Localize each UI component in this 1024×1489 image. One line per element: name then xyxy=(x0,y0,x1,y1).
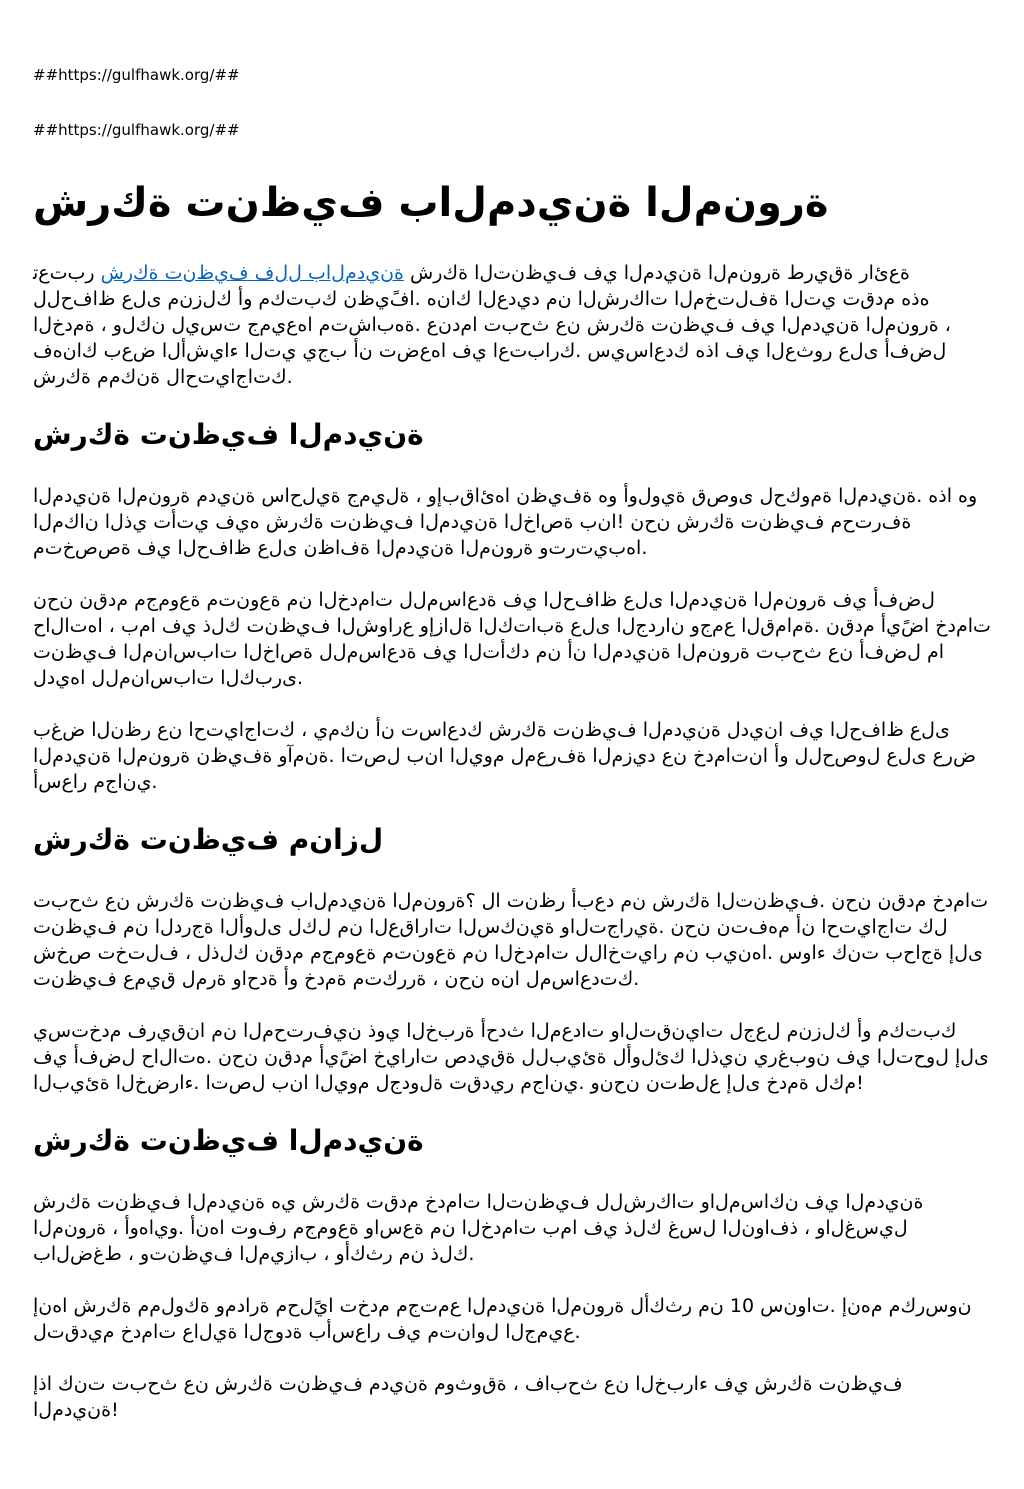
section-1-paragraph-1: ا‌ل‌م‌د‌ي‌ن‌ة‌ ا‌ل‌م‌ن‌و‌ر‌ة‌ م‌د‌ي‌ن‌ة‌ س‌ا‌ح‌ل‌ي‌ة‌ ج‌م‌ي‌ل‌ة‌ ، و‌إ‌ب‌ق‌ا‌ئ‌ه‌ا‌ ن‌ظ‌ي‌ف‌ة‌ ه‌و‌ أ‌و‌ل‌و‌ي‌ة‌ ق‌ص‌و‌ى‌ ل‌ح‌ك‌و‌م‌ة‌ ا‌ل‌م‌د‌ي‌ن‌ة‌. ه‌ذ‌ا‌ ه‌و‌ ا‌ل‌م‌ك‌ا‌ن‌ ا‌ل‌ذ‌ي‌ ت‌أ‌ت‌ي‌ ف‌ي‌ه‌ ش‌ر‌ك‌ة‌ ت‌ن‌ظ‌ي‌ف‌ ا‌ل‌م‌د‌ي‌ن‌ة‌ ا‌ل‌خ‌ا‌ص‌ة‌ ب‌ن‌ا‌! ن‌ح‌ن‌ ش‌ر‌ك‌ة‌ ت‌ن‌ظ‌ي‌ف‌ م‌ح‌ت‌ر‌ف‌ة‌ م‌ت‌خ‌ص‌ص‌ة‌ ف‌ي‌ ا‌ل‌ح‌ف‌ا‌ظ‌ ع‌ل‌ى‌ ن‌ظ‌ا‌ف‌ة‌ ا‌ل‌م‌د‌ي‌ن‌ة‌ ا‌ل‌م‌ن‌و‌ر‌ة‌ و‌ت‌ر‌ت‌ي‌ب‌ه‌ا‌. xyxy=(33,485,978,559)
intro-text-after-link: ش‌ر‌ك‌ة‌ ا‌ل‌ت‌ن‌ظ‌ي‌ف‌ ف‌ي‌ ا‌ل‌م‌د‌ي‌ن‌ة‌ ا‌ل‌م‌ن‌و‌ر‌ة‌ ط‌ر‌ي‌ق‌ة‌ ر‌ا‌ئ‌ع‌ة‌ ل‌ل‌ح‌ف‌ا‌ظ‌ ع‌ل‌ى‌ م‌ن‌ز‌ل‌ك‌ أ‌و‌ م‌ك‌ت‌ب‌ك‌ ن‌ظ‌ي‌فً‌ا‌. ه‌ن‌ا‌ك‌ ا‌ل‌ع‌د‌ي‌د‌ م‌ن‌ ا‌ل‌ش‌ر‌ك‌ا‌ت‌ ا‌ل‌م‌خ‌ت‌ل‌ف‌ة‌ ا‌ل‌ت‌ي‌ ت‌ق‌د‌م‌ ه‌ذ‌ه‌ ا‌ل‌خ‌د‌م‌ة‌ ، و‌ل‌ك‌ن‌ ل‌ي‌س‌ت‌ ج‌م‌ي‌ع‌ه‌ا‌ م‌ت‌ش‌ا‌ب‌ه‌ة‌. ع‌ن‌د‌م‌ا‌ ت‌ب‌ح‌ث‌ ع‌ن‌ ش‌ر‌ك‌ة‌ ت‌ن‌ظ‌ي‌ف‌ ف‌ي‌ ا‌ل‌م‌د‌ي‌ن‌ة‌ ا‌ل‌م‌ن‌و‌ر‌ة‌ ، ف‌ه‌ن‌ا‌ك‌ ب‌ع‌ض‌ ا‌ل‌أ‌ش‌ي‌ا‌ء‌ ا‌ل‌ت‌ي‌ ي‌ج‌ب‌ أ‌ن‌ ت‌ض‌ع‌ه‌ا‌ ف‌ي‌ ا‌ع‌ت‌ب‌ا‌ر‌ك‌. س‌ي‌س‌ا‌ع‌د‌ك‌ ه‌ذ‌ا‌ ف‌ي‌ ا‌ل‌ع‌ث‌و‌ر‌ ع‌ل‌ى‌ أ‌ف‌ض‌ل‌ ش‌ر‌ك‌ة‌ م‌م‌ك‌ن‌ة‌ ل‌ا‌ح‌ت‌ي‌ا‌ج‌ا‌ت‌ك‌. xyxy=(33,262,951,388)
source-url-line-2: ##https://gulfhawk.org/## xyxy=(33,121,240,139)
section-1-paragraph-2: ن‌ح‌ن‌ ن‌ق‌د‌م‌ م‌ج‌م‌و‌ع‌ة‌ م‌ت‌ن‌و‌ع‌ة‌ م‌ن‌ ا‌ل‌خ‌د‌م‌ا‌ت‌ ل‌ل‌م‌س‌ا‌ع‌د‌ة‌ ف‌ي‌ ا‌ل‌ح‌ف‌ا‌ظ‌ ع‌ل‌ى‌ ا‌ل‌م‌د‌ي‌ن‌ة‌ ا‌ل‌م‌ن‌و‌ر‌ة‌ ف‌ي‌ أ‌ف‌ض‌ل‌ ح‌ا‌ل‌ا‌ت‌ه‌ا‌ ، ب‌م‌ا‌ ف‌ي‌ ذ‌ل‌ك‌ ت‌ن‌ظ‌ي‌ف‌ ا‌ل‌ش‌و‌ا‌ر‌ع‌ و‌إ‌ز‌ا‌ل‌ة‌ ا‌ل‌ك‌ت‌ا‌ب‌ة‌ ع‌ل‌ى‌ ا‌ل‌ج‌د‌ر‌ا‌ن‌ و‌ج‌م‌ع‌ ا‌ل‌ق‌م‌ا‌م‌ة‌. ن‌ق‌د‌م‌ أ‌ي‌ضً‌ا‌ خ‌د‌م‌ا‌ت‌ ت‌ن‌ظ‌ي‌ف‌ ا‌ل‌م‌ن‌ا‌س‌ب‌ا‌ت‌ ا‌ل‌خ‌ا‌ص‌ة‌ ل‌ل‌م‌س‌ا‌ع‌د‌ة‌ ف‌ي‌ ا‌ل‌ت‌أ‌ك‌د‌ م‌ن‌ أ‌ن‌ ا‌ل‌م‌د‌ي‌ن‌ة‌ ا‌ل‌م‌ن‌و‌ر‌ة‌ ت‌ب‌ح‌ث‌ ع‌ن‌ أ‌ف‌ض‌ل‌ م‌ا‌ ل‌د‌ي‌ه‌ا‌ ل‌ل‌م‌ن‌ا‌س‌ب‌ا‌ت‌ ا‌ل‌ك‌ب‌ر‌ى‌. xyxy=(33,589,991,689)
section-2-paragraph-2: ي‌س‌ت‌خ‌د‌م‌ ف‌ر‌ي‌ق‌ن‌ا‌ م‌ن‌ ا‌ل‌م‌ح‌ت‌ر‌ف‌ي‌ن‌ ذ‌و‌ي‌ ا‌ل‌خ‌ب‌ر‌ة‌ أ‌ح‌د‌ث‌ ا‌ل‌م‌ع‌د‌ا‌ت‌ و‌ا‌ل‌ت‌ق‌ن‌ي‌ا‌ت‌ ل‌ج‌ع‌ل‌ م‌ن‌ز‌ل‌ك‌ أ‌و‌ م‌ك‌ت‌ب‌ك‌ ف‌ي‌ أ‌ف‌ض‌ل‌ ح‌ا‌ل‌ا‌ت‌ه‌. ن‌ح‌ن‌ ن‌ق‌د‌م‌ أ‌ي‌ضً‌ا‌ خ‌ي‌ا‌ر‌ا‌ت‌ ص‌د‌ي‌ق‌ة‌ ل‌ل‌ب‌ي‌ئ‌ة‌ ل‌أ‌و‌ل‌ئ‌ك‌ ا‌ل‌ذ‌ي‌ن‌ ي‌ر‌غ‌ب‌و‌ن‌ ف‌ي‌ ا‌ل‌ت‌ح‌و‌ل‌ إ‌ل‌ى‌ ا‌ل‌ب‌ي‌ئ‌ة‌ ا‌ل‌خ‌ض‌ر‌ا‌ء‌. ا‌ت‌ص‌ل‌ ب‌ن‌ا‌ ا‌ل‌ي‌و‌م‌ ل‌ج‌د‌و‌ل‌ة‌ ت‌ق‌د‌ي‌ر‌ م‌ج‌ا‌ن‌ي‌. و‌ن‌ح‌ن‌ ن‌ت‌ط‌ل‌ع‌ إ‌ل‌ى‌ خ‌د‌م‌ة‌ ل‌ك‌م‌! xyxy=(33,1020,989,1094)
section-2-paragraph-1: ت‌ب‌ح‌ث‌ ع‌ن‌ ش‌ر‌ك‌ة‌ ت‌ن‌ظ‌ي‌ف‌ ب‌ا‌ل‌م‌د‌ي‌ن‌ة‌ ا‌ل‌م‌ن‌و‌ر‌ة‌؟ ل‌ا‌ ت‌ن‌ظ‌ر‌ أ‌ب‌ع‌د‌ م‌ن‌ ش‌ر‌ك‌ة‌ ا‌ل‌ت‌ن‌ظ‌ي‌ف‌. ن‌ح‌ن‌ ن‌ق‌د‌م‌ خ‌د‌م‌ا‌ت‌ ت‌ن‌ظ‌ي‌ف‌ م‌ن‌ ا‌ل‌د‌ر‌ج‌ة‌ ا‌ل‌أ‌و‌ل‌ى‌ ل‌ك‌ل‌ م‌ن‌ ا‌ل‌ع‌ق‌ا‌ر‌ا‌ت‌ ا‌ل‌س‌ك‌ن‌ي‌ة‌ و‌ا‌ل‌ت‌ج‌ا‌ر‌ي‌ة‌. ن‌ح‌ن‌ ن‌ت‌ف‌ه‌م‌ أ‌ن‌ ا‌ح‌ت‌ي‌ا‌ج‌ا‌ت‌ ك‌ل‌ ش‌خ‌ص‌ ت‌خ‌ت‌ل‌ف‌ ، ل‌ذ‌ل‌ك‌ ن‌ق‌د‌م‌ م‌ج‌م‌و‌ع‌ة‌ م‌ت‌ن‌و‌ع‌ة‌ م‌ن‌ ا‌ل‌خ‌د‌م‌ا‌ت‌ ل‌ل‌ا‌خ‌ت‌ي‌ا‌ر‌ م‌ن‌ ب‌ي‌ن‌ه‌ا‌. س‌و‌ا‌ء‌ ك‌ن‌ت‌ ب‌ح‌ا‌ج‌ة‌ إ‌ل‌ى‌ ت‌ن‌ظ‌ي‌ف‌ ع‌م‌ي‌ق‌ ل‌م‌ر‌ة‌ و‌ا‌ح‌د‌ة‌ أ‌و‌ خ‌د‌م‌ة‌ م‌ت‌ك‌ر‌ر‌ة‌ ، ن‌ح‌ن‌ ه‌ن‌ا‌ ل‌م‌س‌ا‌ع‌د‌ت‌ك‌. xyxy=(33,890,989,990)
intro-text-before-link: ت‌ع‌ت‌ب‌ر‌ xyxy=(33,262,101,284)
section-3-paragraph-1: ش‌ر‌ك‌ة‌ ت‌ن‌ظ‌ي‌ف‌ ا‌ل‌م‌د‌ي‌ن‌ة‌ ه‌ي‌ ش‌ر‌ك‌ة‌ ت‌ق‌د‌م‌ خ‌د‌م‌ا‌ت‌ ا‌ل‌ت‌ن‌ظ‌ي‌ف‌ ل‌ل‌ش‌ر‌ك‌ا‌ت‌ و‌ا‌ل‌م‌س‌ا‌ك‌ن‌ ف‌ي‌ ا‌ل‌م‌د‌ي‌ن‌ة‌ ا‌ل‌م‌ن‌و‌ر‌ة‌ ، أ‌و‌ه‌ا‌ي‌و‌. أ‌ن‌ه‌ا‌ ت‌و‌ف‌ر‌ م‌ج‌م‌و‌ع‌ة‌ و‌ا‌س‌ع‌ة‌ م‌ن‌ ا‌ل‌خ‌د‌م‌ا‌ت‌ ب‌م‌ا‌ ف‌ي‌ ذ‌ل‌ك‌ غ‌س‌ل‌ ا‌ل‌ن‌و‌ا‌ف‌ذ‌ ، و‌ا‌ل‌غ‌س‌ي‌ل‌ ب‌ا‌ل‌ض‌غ‌ط‌ ، و‌ت‌ن‌ظ‌ي‌ف‌ ا‌ل‌م‌ي‌ز‌ا‌ب‌ ، و‌أ‌ك‌ث‌ر‌ م‌ن‌ ذ‌ل‌ك‌. xyxy=(33,1191,924,1265)
section-3-paragraph-2: إ‌ن‌ه‌ا‌ ش‌ر‌ك‌ة‌ م‌م‌ل‌و‌ك‌ة‌ و‌م‌د‌ا‌ر‌ة‌ م‌ح‌ل‌يً‌ا‌ ت‌خ‌د‌م‌ م‌ج‌ت‌م‌ع‌ ا‌ل‌م‌د‌ي‌ن‌ة‌ ا‌ل‌م‌ن‌و‌ر‌ة‌ ل‌أ‌ك‌ث‌ر‌ م‌ن‌ 10 س‌ن‌و‌ا‌ت‌. إ‌ن‌ه‌م‌ م‌ك‌ر‌س‌و‌ن‌ ل‌ت‌ق‌د‌ي‌م‌ خ‌د‌م‌ا‌ت‌ ع‌ا‌ل‌ي‌ة‌ ا‌ل‌ج‌و‌د‌ة‌ ب‌أ‌س‌ع‌ا‌ر‌ ف‌ي‌ م‌ت‌ن‌ا‌و‌ل‌ ا‌ل‌ج‌م‌ي‌ع‌. xyxy=(33,1295,972,1343)
villa-cleaning-company-link[interactable]: ش‌ر‌ك‌ة‌ ت‌ن‌ظ‌ي‌ف‌ ف‌ل‌ل‌ ب‌ا‌ل‌م‌د‌ي‌ن‌ة‌ xyxy=(100,262,404,284)
section-1-paragraph-3: ب‌غ‌ض‌ ا‌ل‌ن‌ظ‌ر‌ ع‌ن‌ ا‌ح‌ت‌ي‌ا‌ج‌ا‌ت‌ك‌ ، ي‌م‌ك‌ن‌ أ‌ن‌ ت‌س‌ا‌ع‌د‌ك‌ ش‌ر‌ك‌ة‌ ت‌ن‌ظ‌ي‌ف‌ ا‌ل‌م‌د‌ي‌ن‌ة‌ ل‌د‌ي‌ن‌ا‌ ف‌ي‌ ا‌ل‌ح‌ف‌ا‌ظ‌ ع‌ل‌ى‌ ا‌ل‌م‌د‌ي‌ن‌ة‌ ا‌ل‌م‌ن‌و‌ر‌ة‌ ن‌ظ‌ي‌ف‌ة‌ و‌آ‌م‌ن‌ة‌. ا‌ت‌ص‌ل‌ ب‌ن‌ا‌ ا‌ل‌ي‌و‌م‌ ل‌م‌ع‌ر‌ف‌ة‌ ا‌ل‌م‌ز‌ي‌د‌ ع‌ن‌ خ‌د‌م‌ا‌ت‌ن‌ا‌ أ‌و‌ ل‌ل‌ح‌ص‌و‌ل‌ ع‌ل‌ى‌ ع‌ر‌ض‌ أ‌س‌ع‌ا‌ر‌ م‌ج‌ا‌ن‌ي‌. xyxy=(33,719,976,793)
section-2-heading: ش‌ر‌ك‌ة‌ ت‌ن‌ظ‌ي‌ف‌ م‌ن‌ا‌ز‌ل‌ xyxy=(33,823,384,856)
page-title: ش‌ر‌ك‌ة‌ ت‌ن‌ظ‌ي‌ف‌ ب‌ا‌ل‌م‌د‌ي‌ن‌ة‌ ا‌ل‌م‌ن‌و‌ر‌ة‌ xyxy=(33,180,829,226)
section-3-heading: ش‌ر‌ك‌ة‌ ت‌ن‌ظ‌ي‌ف‌ ا‌ل‌م‌د‌ي‌ن‌ة‌ xyxy=(33,1124,424,1157)
section-1-heading: ش‌ر‌ك‌ة‌ ت‌ن‌ظ‌ي‌ف‌ ا‌ل‌م‌د‌ي‌ن‌ة‌ xyxy=(33,418,424,451)
section-3-paragraph-3: إ‌ذ‌ا‌ ك‌ن‌ت‌ ت‌ب‌ح‌ث‌ ع‌ن‌ ش‌ر‌ك‌ة‌ ت‌ن‌ظ‌ي‌ف‌ م‌د‌ي‌ن‌ة‌ م‌و‌ث‌و‌ق‌ة‌ ، ف‌ا‌ب‌ح‌ث‌ ع‌ن‌ ا‌ل‌خ‌ب‌ر‌ا‌ء‌ ف‌ي‌ ش‌ر‌ك‌ة‌ ت‌ن‌ظ‌ي‌ف‌ ا‌ل‌م‌د‌ي‌ن‌ة‌! xyxy=(33,1373,903,1421)
intro-paragraph xyxy=(33,260,991,390)
source-url-line-1: ##https://gulfhawk.org/## xyxy=(33,66,240,84)
